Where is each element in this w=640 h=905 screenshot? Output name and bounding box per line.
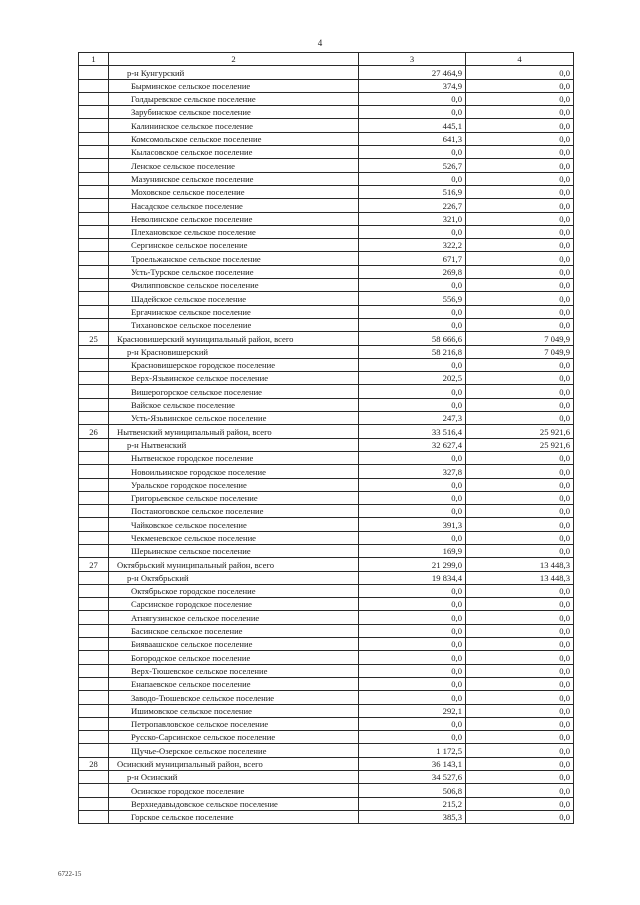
row-number <box>79 119 109 132</box>
row-name: Сарсинское городское поселение <box>109 598 359 611</box>
row-value-4: 0,0 <box>466 598 574 611</box>
header-col-2: 2 <box>109 53 359 66</box>
row-name: Тихановское сельское поселение <box>109 318 359 331</box>
row-value-3: 0,0 <box>359 279 466 292</box>
row-value-4: 0,0 <box>466 731 574 744</box>
row-name: Насадское сельское поселение <box>109 199 359 212</box>
table-row <box>79 784 574 797</box>
row-number <box>79 771 109 784</box>
table-row <box>79 810 574 823</box>
row-value-4: 7 049,9 <box>466 345 574 358</box>
row-number <box>79 252 109 265</box>
row-name: Октябрьское городское поселение <box>109 584 359 597</box>
row-value-3: 0,0 <box>359 358 466 371</box>
row-number <box>79 132 109 145</box>
header-col-4: 4 <box>466 53 574 66</box>
table-row <box>79 744 574 757</box>
row-value-4: 0,0 <box>466 810 574 823</box>
row-value-3: 374,9 <box>359 79 466 92</box>
row-value-3: 0,0 <box>359 318 466 331</box>
table-row <box>79 279 574 292</box>
row-name: Ергачинское сельское поселение <box>109 305 359 318</box>
table-row <box>79 438 574 451</box>
row-value-3: 0,0 <box>359 305 466 318</box>
row-number <box>79 478 109 491</box>
row-value-3: 516,9 <box>359 185 466 198</box>
row-name: Вайское сельское поселение <box>109 398 359 411</box>
row-value-3: 32 627,4 <box>359 438 466 451</box>
row-value-4: 0,0 <box>466 771 574 784</box>
row-number <box>79 358 109 371</box>
row-value-4: 0,0 <box>466 185 574 198</box>
row-value-4: 0,0 <box>466 638 574 651</box>
row-name: Атнягузинское сельское поселение <box>109 611 359 624</box>
row-name: Ленское сельское поселение <box>109 159 359 172</box>
row-number <box>79 571 109 584</box>
table-row <box>79 598 574 611</box>
row-value-3: 445,1 <box>359 119 466 132</box>
row-name: Уральское городское поселение <box>109 478 359 491</box>
row-name: Енапаевское сельское поселение <box>109 677 359 690</box>
row-number <box>79 691 109 704</box>
row-value-4: 0,0 <box>466 225 574 238</box>
table-row <box>79 106 574 119</box>
table-row <box>79 518 574 531</box>
row-value-3: 34 527,6 <box>359 771 466 784</box>
row-value-4: 0,0 <box>466 159 574 172</box>
row-value-3: 0,0 <box>359 225 466 238</box>
row-value-3: 556,9 <box>359 292 466 305</box>
row-value-3: 0,0 <box>359 664 466 677</box>
row-name: Чайковское сельское поселение <box>109 518 359 531</box>
table-row <box>79 146 574 159</box>
table-row <box>79 159 574 172</box>
row-number <box>79 412 109 425</box>
row-value-3: 292,1 <box>359 704 466 717</box>
row-name: Голдыревское сельское поселение <box>109 92 359 105</box>
row-value-4: 0,0 <box>466 239 574 252</box>
row-name: Ишимовское сельское поселение <box>109 704 359 717</box>
row-name: Басинское сельское поселение <box>109 624 359 637</box>
row-value-4: 0,0 <box>466 132 574 145</box>
row-value-3: 0,0 <box>359 505 466 518</box>
row-name: Моховское сельское поселение <box>109 185 359 198</box>
table-row <box>79 372 574 385</box>
row-number: 27 <box>79 558 109 571</box>
table-row <box>79 704 574 717</box>
row-number <box>79 305 109 318</box>
table-row <box>79 185 574 198</box>
table-row <box>79 797 574 810</box>
table-row <box>79 757 574 770</box>
table-row <box>79 611 574 624</box>
row-number <box>79 465 109 478</box>
row-number <box>79 438 109 451</box>
row-value-4: 0,0 <box>466 744 574 757</box>
row-name: Плехановское сельское поселение <box>109 225 359 238</box>
row-value-4: 7 049,9 <box>466 332 574 345</box>
row-number: 26 <box>79 425 109 438</box>
row-value-3: 19 834,4 <box>359 571 466 584</box>
row-number <box>79 385 109 398</box>
table-row <box>79 318 574 331</box>
row-value-4: 0,0 <box>466 292 574 305</box>
table-row <box>79 172 574 185</box>
row-number <box>79 611 109 624</box>
row-number <box>79 544 109 557</box>
row-value-3: 0,0 <box>359 584 466 597</box>
row-number <box>79 398 109 411</box>
row-value-3: 269,8 <box>359 265 466 278</box>
row-value-3: 0,0 <box>359 172 466 185</box>
table-row <box>79 305 574 318</box>
table-row <box>79 691 574 704</box>
row-name: Комсомольское сельское поселение <box>109 132 359 145</box>
row-value-3: 1 172,5 <box>359 744 466 757</box>
table-row <box>79 92 574 105</box>
row-value-4: 0,0 <box>466 717 574 730</box>
table-row <box>79 199 574 212</box>
row-value-3: 327,8 <box>359 465 466 478</box>
row-value-4: 25 921,6 <box>466 425 574 438</box>
row-number <box>79 717 109 730</box>
table-row <box>79 345 574 358</box>
row-name: Шерьинское сельское поселение <box>109 544 359 557</box>
row-number <box>79 451 109 464</box>
row-number <box>79 584 109 597</box>
row-number <box>79 784 109 797</box>
row-value-3: 671,7 <box>359 252 466 265</box>
row-value-4: 0,0 <box>466 584 574 597</box>
row-value-3: 0,0 <box>359 92 466 105</box>
row-name: Филипповское сельское поселение <box>109 279 359 292</box>
row-number <box>79 598 109 611</box>
row-number <box>79 704 109 717</box>
row-number <box>79 318 109 331</box>
row-value-4: 13 448,3 <box>466 558 574 571</box>
row-value-3: 0,0 <box>359 451 466 464</box>
row-name: Верхнедавыдовское сельское поселение <box>109 797 359 810</box>
table-row <box>79 225 574 238</box>
table-row <box>79 505 574 518</box>
table-row <box>79 212 574 225</box>
row-value-3: 0,0 <box>359 598 466 611</box>
row-value-3: 27 464,9 <box>359 66 466 79</box>
row-name: Красновишерский муниципальный район, всего <box>109 332 359 345</box>
row-number <box>79 106 109 119</box>
table-row <box>79 66 574 79</box>
row-name: Русско-Сарсинское сельское поселение <box>109 731 359 744</box>
row-number <box>79 638 109 651</box>
row-name: Вишерогорское сельское поселение <box>109 385 359 398</box>
row-value-3: 247,3 <box>359 412 466 425</box>
table-row <box>79 731 574 744</box>
row-number <box>79 66 109 79</box>
table-row <box>79 358 574 371</box>
row-value-4: 0,0 <box>466 478 574 491</box>
row-name: Кыласовское сельское поселение <box>109 146 359 159</box>
row-name: Григорьевское сельское поселение <box>109 491 359 504</box>
row-value-3: 321,0 <box>359 212 466 225</box>
table-row <box>79 119 574 132</box>
row-name: Осинский муниципальный район, всего <box>109 757 359 770</box>
row-value-4: 0,0 <box>466 372 574 385</box>
row-number <box>79 79 109 92</box>
row-value-4: 0,0 <box>466 92 574 105</box>
table-row <box>79 478 574 491</box>
row-value-4: 0,0 <box>466 252 574 265</box>
row-name: р-н Нытвенский <box>109 438 359 451</box>
row-name: Троельжанское сельское поселение <box>109 252 359 265</box>
row-name: Усть-Язьвинское сельское поселение <box>109 412 359 425</box>
table-row <box>79 771 574 784</box>
row-value-3: 58 216,8 <box>359 345 466 358</box>
document-code: 6722-15 <box>58 870 82 878</box>
row-value-3: 169,9 <box>359 544 466 557</box>
table-row <box>79 544 574 557</box>
row-number <box>79 731 109 744</box>
row-value-3: 506,8 <box>359 784 466 797</box>
row-name: Калининское сельское поселение <box>109 119 359 132</box>
row-value-3: 0,0 <box>359 478 466 491</box>
row-name: Сергинское сельское поселение <box>109 239 359 252</box>
table-row <box>79 584 574 597</box>
row-value-3: 391,3 <box>359 518 466 531</box>
row-value-3: 641,3 <box>359 132 466 145</box>
row-value-4: 0,0 <box>466 146 574 159</box>
table-row <box>79 451 574 464</box>
table-row <box>79 717 574 730</box>
row-value-4: 0,0 <box>466 358 574 371</box>
row-value-4: 0,0 <box>466 119 574 132</box>
row-value-4: 0,0 <box>466 531 574 544</box>
row-value-4: 0,0 <box>466 664 574 677</box>
row-value-3: 0,0 <box>359 677 466 690</box>
row-number <box>79 810 109 823</box>
row-name: Верх-Тюшевское сельское поселение <box>109 664 359 677</box>
row-name: Горское сельское поселение <box>109 810 359 823</box>
row-value-3: 0,0 <box>359 731 466 744</box>
table-row <box>79 664 574 677</box>
row-name: Новоильинское городское поселение <box>109 465 359 478</box>
row-number <box>79 797 109 810</box>
row-number <box>79 225 109 238</box>
row-value-4: 0,0 <box>466 624 574 637</box>
row-number <box>79 185 109 198</box>
row-number: 28 <box>79 757 109 770</box>
row-value-4: 0,0 <box>466 412 574 425</box>
row-number: 25 <box>79 332 109 345</box>
row-number <box>79 677 109 690</box>
row-name: Богородское сельское поселение <box>109 651 359 664</box>
row-name: Октябрьский муниципальный район, всего <box>109 558 359 571</box>
table-row <box>79 638 574 651</box>
table-row <box>79 385 574 398</box>
row-value-4: 0,0 <box>466 491 574 504</box>
row-name: Усть-Турское сельское поселение <box>109 265 359 278</box>
row-value-3: 226,7 <box>359 199 466 212</box>
row-value-4: 0,0 <box>466 79 574 92</box>
row-number <box>79 372 109 385</box>
row-name: Заводо-Тюшевское сельское поселение <box>109 691 359 704</box>
row-value-4: 0,0 <box>466 385 574 398</box>
row-value-4: 0,0 <box>466 677 574 690</box>
table-row <box>79 531 574 544</box>
row-value-4: 25 921,6 <box>466 438 574 451</box>
row-value-3: 0,0 <box>359 398 466 411</box>
row-value-4: 0,0 <box>466 305 574 318</box>
row-value-3: 202,5 <box>359 372 466 385</box>
row-value-3: 0,0 <box>359 106 466 119</box>
row-name: Бырминское сельское поселение <box>109 79 359 92</box>
row-value-4: 0,0 <box>466 518 574 531</box>
table-row <box>79 79 574 92</box>
row-name: Бияваашское сельское поселение <box>109 638 359 651</box>
row-name: Щучье-Озерское сельское поселение <box>109 744 359 757</box>
row-number <box>79 239 109 252</box>
row-value-3: 0,0 <box>359 638 466 651</box>
page-number: 4 <box>317 38 323 48</box>
row-name: Мазунинское сельское поселение <box>109 172 359 185</box>
row-value-4: 0,0 <box>466 651 574 664</box>
row-number <box>79 292 109 305</box>
row-value-3: 0,0 <box>359 624 466 637</box>
row-name: р-н Осинский <box>109 771 359 784</box>
row-name: Шадейское сельское поселение <box>109 292 359 305</box>
row-number <box>79 491 109 504</box>
row-value-3: 0,0 <box>359 146 466 159</box>
table-row <box>79 398 574 411</box>
row-value-4: 13 448,3 <box>466 571 574 584</box>
table-row <box>79 624 574 637</box>
row-value-3: 0,0 <box>359 491 466 504</box>
row-number <box>79 172 109 185</box>
row-number <box>79 199 109 212</box>
row-name: Неволинское сельское поселение <box>109 212 359 225</box>
table-row <box>79 677 574 690</box>
row-value-3: 385,3 <box>359 810 466 823</box>
row-name: Петропавловское сельское поселение <box>109 717 359 730</box>
row-number <box>79 518 109 531</box>
row-name: Нытвенское городское поселение <box>109 451 359 464</box>
row-number <box>79 279 109 292</box>
row-name: Осинское городское поселение <box>109 784 359 797</box>
header-row <box>79 53 574 66</box>
row-value-3: 58 666,6 <box>359 332 466 345</box>
row-value-4: 0,0 <box>466 279 574 292</box>
row-value-4: 0,0 <box>466 66 574 79</box>
row-value-3: 0,0 <box>359 691 466 704</box>
row-name: Постаноговское сельское поселение <box>109 505 359 518</box>
row-number <box>79 265 109 278</box>
row-value-4: 0,0 <box>466 784 574 797</box>
row-number <box>79 744 109 757</box>
row-number <box>79 505 109 518</box>
row-value-4: 0,0 <box>466 398 574 411</box>
row-number <box>79 531 109 544</box>
row-number <box>79 146 109 159</box>
table-row <box>79 332 574 345</box>
row-value-3: 0,0 <box>359 531 466 544</box>
row-value-4: 0,0 <box>466 199 574 212</box>
table-row <box>79 292 574 305</box>
row-name: р-н Октябрьский <box>109 571 359 584</box>
row-value-3: 215,2 <box>359 797 466 810</box>
table-row <box>79 425 574 438</box>
row-value-3: 322,2 <box>359 239 466 252</box>
header-col-1: 1 <box>79 53 109 66</box>
row-value-4: 0,0 <box>466 505 574 518</box>
row-value-3: 0,0 <box>359 611 466 624</box>
row-number <box>79 92 109 105</box>
row-value-3: 0,0 <box>359 717 466 730</box>
header-col-3: 3 <box>359 53 466 66</box>
table-row <box>79 412 574 425</box>
row-value-4: 0,0 <box>466 451 574 464</box>
table-row <box>79 265 574 278</box>
row-name: р-н Кунгурский <box>109 66 359 79</box>
row-name: Нытвенский муниципальный район, всего <box>109 425 359 438</box>
row-value-4: 0,0 <box>466 172 574 185</box>
row-name: Красновишерское городское поселение <box>109 358 359 371</box>
table-row <box>79 491 574 504</box>
row-value-3: 21 299,0 <box>359 558 466 571</box>
row-value-4: 0,0 <box>466 318 574 331</box>
row-number <box>79 624 109 637</box>
row-name: р-н Красновишерский <box>109 345 359 358</box>
table-row <box>79 239 574 252</box>
row-value-3: 0,0 <box>359 651 466 664</box>
table-row <box>79 651 574 664</box>
table-row <box>79 465 574 478</box>
row-value-4: 0,0 <box>466 611 574 624</box>
row-value-4: 0,0 <box>466 106 574 119</box>
row-value-4: 0,0 <box>466 704 574 717</box>
row-value-4: 0,0 <box>466 691 574 704</box>
table-row <box>79 252 574 265</box>
row-value-4: 0,0 <box>466 465 574 478</box>
table-row <box>79 571 574 584</box>
row-value-3: 526,7 <box>359 159 466 172</box>
row-number <box>79 664 109 677</box>
row-value-4: 0,0 <box>466 757 574 770</box>
row-value-3: 36 143,1 <box>359 757 466 770</box>
row-value-4: 0,0 <box>466 212 574 225</box>
row-name: Зарубинское сельское поселение <box>109 106 359 119</box>
row-number <box>79 345 109 358</box>
budget-table <box>78 52 574 824</box>
row-value-4: 0,0 <box>466 544 574 557</box>
row-number <box>79 651 109 664</box>
table-row <box>79 558 574 571</box>
row-number <box>79 159 109 172</box>
row-value-3: 0,0 <box>359 385 466 398</box>
row-value-4: 0,0 <box>466 265 574 278</box>
row-value-4: 0,0 <box>466 797 574 810</box>
row-number <box>79 212 109 225</box>
row-name: Верх-Язьвинское сельское поселение <box>109 372 359 385</box>
table-row <box>79 132 574 145</box>
row-value-3: 33 516,4 <box>359 425 466 438</box>
row-name: Чекменевское сельское поселение <box>109 531 359 544</box>
